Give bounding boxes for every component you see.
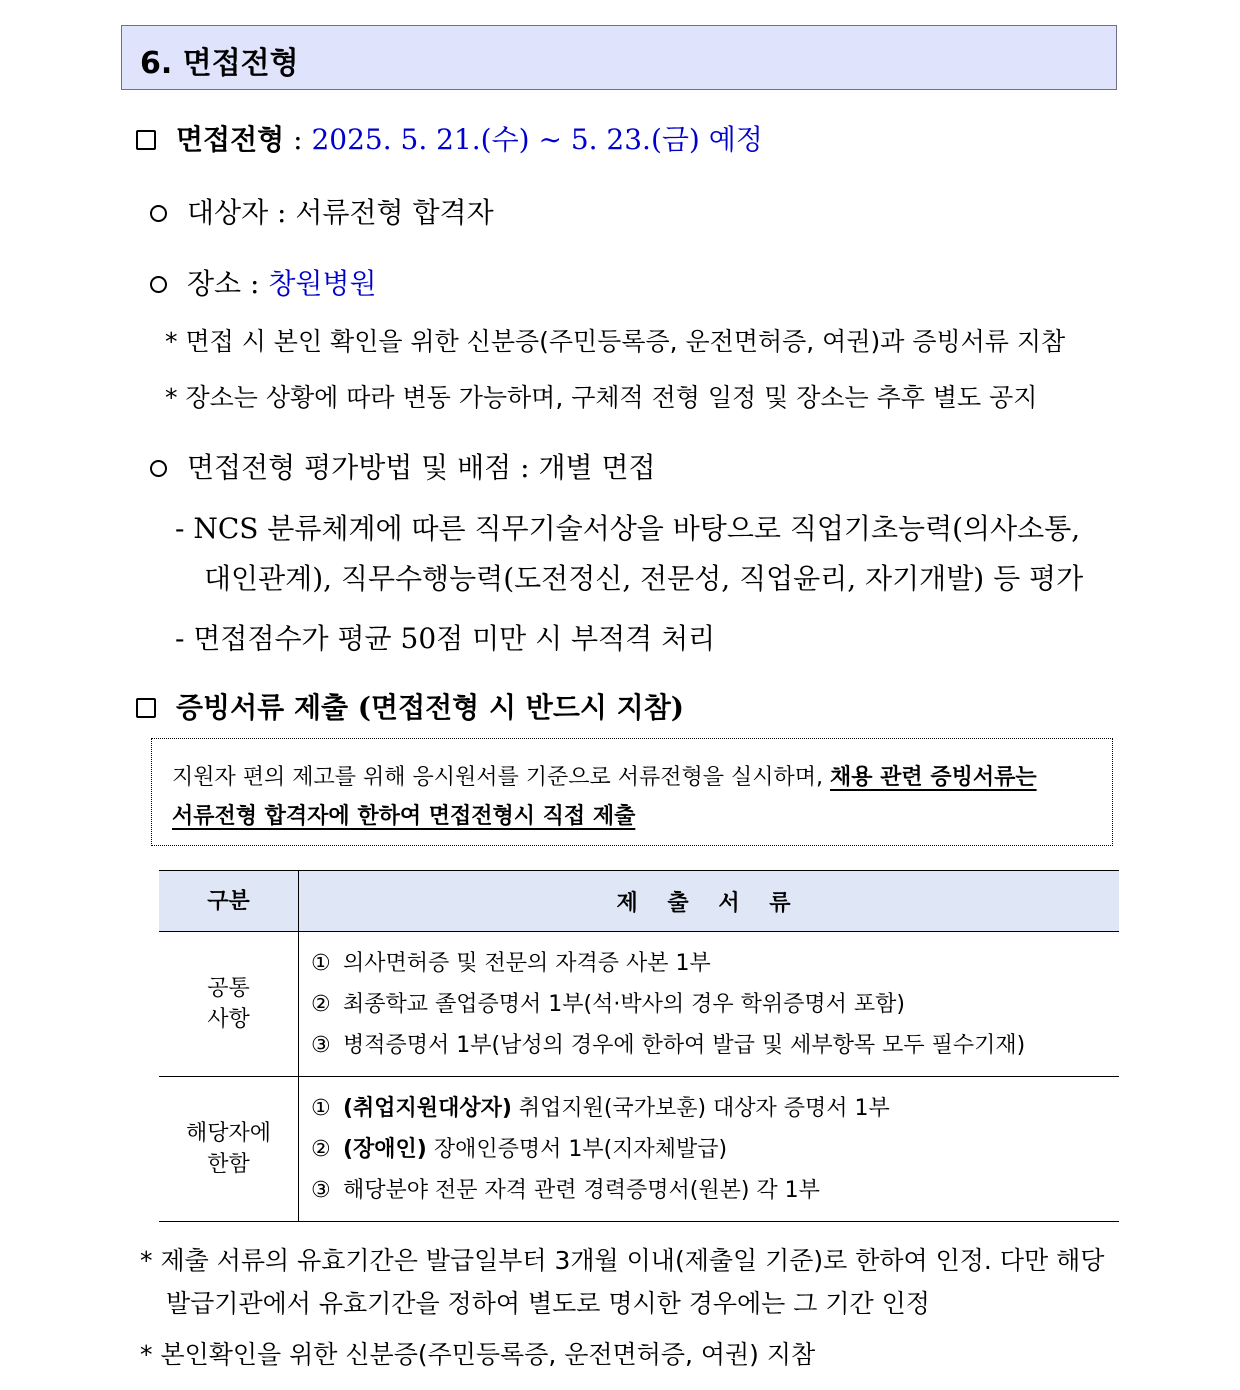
item-number: ② [311, 1136, 331, 1162]
target-text: 대상자 : 서류전형 합격자 [187, 196, 494, 229]
item-number: ③ [311, 1177, 331, 1203]
table-row [159, 932, 1119, 1077]
notice-line-2 [172, 799, 635, 830]
interview-schedule-line [136, 118, 763, 158]
colon-separator: : [293, 123, 303, 156]
method-detail-1b: 대인관계), 직무수행능력(도전정신, 전문성, 직업윤리, 자기개발) 등 평가 [204, 562, 1084, 595]
item-number: ③ [311, 1032, 331, 1058]
item-number: ① [311, 950, 331, 976]
header-category: 구분 [159, 871, 299, 932]
row-category [159, 932, 299, 1077]
item-text: 취업지원(국가보훈) 대상자 증명서 1부 [511, 1095, 890, 1121]
notice-bold-1: 채용 관련 증빙서류는 [830, 765, 1037, 790]
notice-line-1 [172, 760, 1037, 791]
list-item [311, 1025, 1119, 1066]
place-label: 장소 : [187, 267, 260, 300]
note-id-required: * 면접 시 본인 확인을 위한 신분증(주민등록증, 운전면허증, 여권)과 증빙서류 지참 [165, 327, 1066, 356]
list-item [311, 943, 1119, 984]
method-line [150, 446, 656, 486]
notice-box [151, 738, 1113, 846]
footnote-validity-2: 발급기관에서 유효기간을 정하여 별도로 명시한 경우에는 그 기간 인정 [166, 1289, 930, 1318]
list-item [311, 1088, 1119, 1129]
place-line [150, 262, 377, 302]
footnote-validity-1: * 제출 서류의 유효기간은 발급일부터 3개월 이내(제출일 기준)로 한하여 인정. 다만 해당 [140, 1246, 1105, 1275]
item-number: ② [311, 991, 331, 1017]
circle-bullet-icon [150, 276, 167, 293]
header-documents: 제 출 서 류 [299, 871, 1120, 932]
item-text: 장애인증명서 1부(지자체발급) [426, 1136, 728, 1162]
method-detail-2: - 면접점수가 평균 50점 미만 시 부적격 처리 [175, 622, 716, 655]
row-items [299, 932, 1120, 1077]
circle-bullet-icon [150, 460, 167, 477]
row-category [159, 1077, 299, 1222]
documents-table [159, 870, 1119, 1222]
section-title: 6. 면접전형 [140, 46, 299, 81]
circle-bullet-icon [150, 205, 167, 222]
item-bold: (취업지원대상자) [343, 1095, 512, 1121]
note-schedule-change: * 장소는 상황에 따라 변동 가능하며, 구체적 전형 일정 및 장소는 추후 별도 공지 [165, 383, 1038, 412]
list-item [311, 984, 1119, 1025]
category-line: 공통 [207, 976, 250, 1001]
notice-plain: 지원자 편의 제고를 위해 응시원서를 기준으로 서류전형을 실시하며, [172, 765, 830, 790]
list-item [311, 1170, 1119, 1211]
category-line: 해당자에 [185, 1121, 271, 1146]
interview-schedule: 2025. 5. 21.(수) ∼ 5. 23.(금) 예정 [311, 123, 763, 156]
item-text: 해당분야 전문 자격 관련 경력증명서(원본) 각 1부 [343, 1177, 820, 1203]
docs-title: 증빙서류 제출 (면접전형 시 반드시 지참) [176, 691, 685, 724]
method-text: 면접전형 평가방법 및 배점 : 개별 면접 [187, 451, 656, 484]
item-bold: (장애인) [343, 1136, 427, 1162]
interview-label: 면접전형 [176, 123, 285, 156]
table-header-row [159, 871, 1119, 932]
table-row [159, 1077, 1119, 1222]
method-detail-1a: - NCS 분류체계에 따른 직무기술서상을 바탕으로 직업기초능력(의사소통, [175, 512, 1081, 545]
row-items [299, 1077, 1120, 1222]
list-item [311, 1129, 1119, 1170]
category-line: 한함 [207, 1152, 250, 1177]
notice-bold-2: 서류전형 합격자에 한하여 면접전형시 직접 제출 [172, 804, 636, 829]
place-value: 창원병원 [268, 267, 377, 300]
square-bullet-icon [136, 698, 156, 718]
section-header [121, 25, 1117, 90]
item-text: 의사면허증 및 전문의 자격증 사본 1부 [343, 950, 711, 976]
item-number: ① [311, 1095, 331, 1121]
category-line: 사항 [207, 1007, 250, 1032]
square-bullet-icon [136, 130, 156, 150]
item-text: 병적증명서 1부(남성의 경우에 한하여 발급 및 세부항목 모두 필수기재) [343, 1032, 1026, 1058]
item-text: 최종학교 졸업증명서 1부(석·박사의 경우 학위증명서 포함) [343, 991, 905, 1017]
footnote-id: * 본인확인을 위한 신분증(주민등록증, 운전면허증, 여권) 지참 [140, 1340, 816, 1369]
target-line [150, 191, 494, 231]
docs-title-line [136, 686, 684, 726]
